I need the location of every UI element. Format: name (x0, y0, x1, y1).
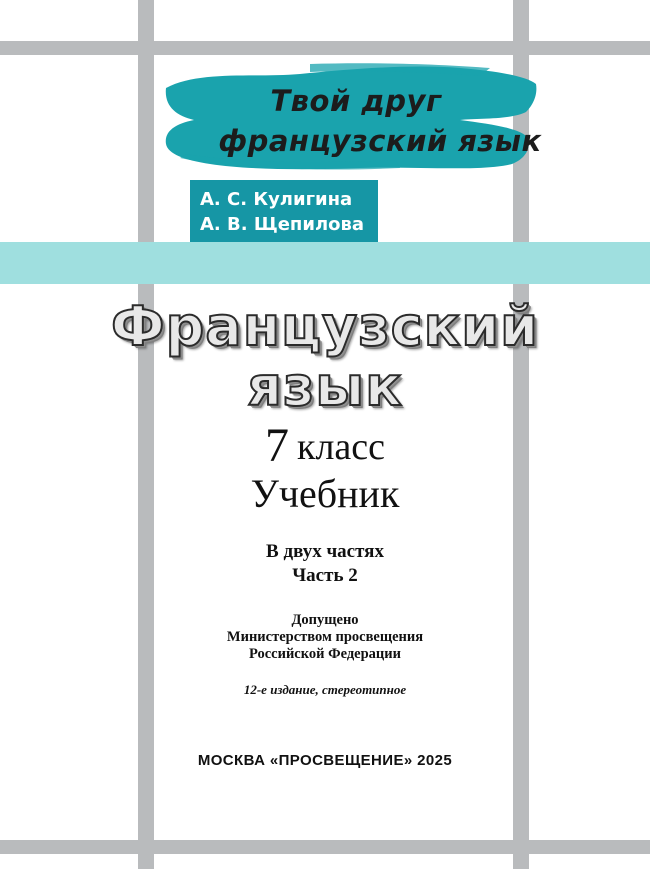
parts-line-1: В двух частях (266, 541, 384, 562)
page-title-line-2: язык (247, 355, 403, 418)
page-title (0, 295, 650, 418)
parts-info (0, 540, 650, 588)
page-title-line-1: Французский (111, 295, 539, 358)
grade-number: 7 (264, 419, 289, 472)
series-title-line-1: Твой друг (270, 84, 442, 118)
teal-horizontal-band (0, 242, 650, 284)
horizontal-grey-band-bottom (0, 840, 650, 854)
grade-line (0, 418, 650, 473)
author-name-2: А. В. Щепилова (200, 214, 365, 235)
authors-block (190, 180, 378, 242)
approval-line-3: Российской Федерации (248, 646, 401, 662)
approval-statement (0, 612, 650, 663)
author-name-1: А. С. Кулигина (200, 189, 353, 210)
book-type: Учебник (250, 471, 400, 516)
approval-line-1: Допущено (291, 612, 359, 628)
series-title-line-2: французский язык (218, 124, 542, 158)
series-brush-banner (160, 62, 540, 172)
publisher-imprint: МОСКВА «ПРОСВЕЩЕНИЕ» 2025 (197, 752, 453, 769)
parts-line-2: Часть 2 (292, 565, 358, 586)
approval-line-2: Министерством просвещения (226, 629, 424, 645)
grade-word: класс (296, 426, 386, 468)
horizontal-grey-band-top (0, 41, 650, 55)
edition-note: 12-е издание, стереотипное (243, 682, 407, 697)
